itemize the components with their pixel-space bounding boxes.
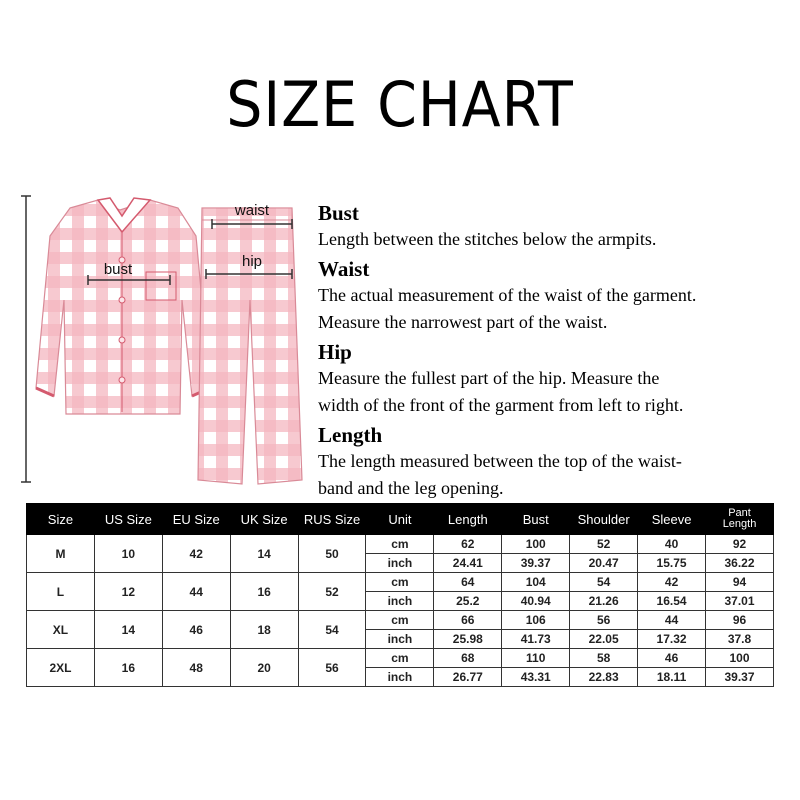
bust-label: bust <box>103 261 133 278</box>
table-row <box>27 649 774 668</box>
cell-sleeve: 16.54 <box>638 592 706 611</box>
pajama-illustration <box>0 180 320 490</box>
table-row <box>27 573 774 592</box>
cell-shoulder: 22.05 <box>570 630 638 649</box>
cell-unit: cm <box>366 611 434 630</box>
cell-bust: 106 <box>502 611 570 630</box>
cell-pant-length: 92 <box>706 535 774 554</box>
cell-sleeve: 17.32 <box>638 630 706 649</box>
cell-length: 25.98 <box>434 630 502 649</box>
waist-term: Waist <box>318 257 370 281</box>
cell-length: 62 <box>434 535 502 554</box>
header-size: Size <box>27 504 95 535</box>
cell-shoulder: 52 <box>570 535 638 554</box>
shirt <box>36 198 210 414</box>
cell-length: 24.41 <box>434 554 502 573</box>
size-table <box>26 503 774 687</box>
cell-pant-length: 36.22 <box>706 554 774 573</box>
cell-unit: inch <box>366 630 434 649</box>
cell-pant-length: 96 <box>706 611 774 630</box>
cell-bust: 110 <box>502 649 570 668</box>
cell-shoulder: 21.26 <box>570 592 638 611</box>
cell-uk: 16 <box>230 573 298 611</box>
cell-bust: 43.31 <box>502 668 570 687</box>
cell-size: L <box>27 573 95 611</box>
length-term: Length <box>318 423 383 447</box>
cell-sleeve: 18.11 <box>638 668 706 687</box>
cell-sleeve: 44 <box>638 611 706 630</box>
cell-unit: inch <box>366 554 434 573</box>
cell-pant-length: 94 <box>706 573 774 592</box>
cell-sleeve: 40 <box>638 535 706 554</box>
cell-size: XL <box>27 611 95 649</box>
cell-sleeve: 42 <box>638 573 706 592</box>
cell-uk: 18 <box>230 611 298 649</box>
header-shoulder: Shoulder <box>570 504 638 535</box>
bust-term: Bust <box>318 201 359 225</box>
cell-bust: 104 <box>502 573 570 592</box>
length-definition <box>318 448 798 502</box>
cell-length: 66 <box>434 611 502 630</box>
definition-line: band and the leg opening. <box>318 478 504 498</box>
cell-us: 12 <box>94 573 162 611</box>
cell-pant-length: 100 <box>706 649 774 668</box>
table-row <box>27 611 774 630</box>
cell-shoulder: 56 <box>570 611 638 630</box>
cell-unit: cm <box>366 649 434 668</box>
pants <box>198 208 302 484</box>
cell-pant-length: 37.8 <box>706 630 774 649</box>
cell-rus: 54 <box>298 611 366 649</box>
cell-eu: 48 <box>162 649 230 687</box>
cell-unit: cm <box>366 573 434 592</box>
cell-eu: 44 <box>162 573 230 611</box>
definition-line: Length between the stitches below the armpits. <box>318 229 657 249</box>
measurement-definitions <box>318 200 798 505</box>
waist-label: waist <box>234 202 270 219</box>
cell-bust: 41.73 <box>502 630 570 649</box>
header-rus-size: RUS Size <box>298 504 366 535</box>
cell-bust: 39.37 <box>502 554 570 573</box>
cell-size: 2XL <box>27 649 95 687</box>
cell-unit: inch <box>366 668 434 687</box>
table-header-row <box>27 504 774 535</box>
cell-length: 26.77 <box>434 668 502 687</box>
header-unit: Unit <box>366 504 434 535</box>
cell-uk: 20 <box>230 649 298 687</box>
cell-sleeve: 15.75 <box>638 554 706 573</box>
cell-rus: 52 <box>298 573 366 611</box>
definition-line: The actual measurement of the waist of the garment. <box>318 285 697 305</box>
header-eu-size: EU Size <box>162 504 230 535</box>
cell-length: 25.2 <box>434 592 502 611</box>
header-uk-size: UK Size <box>230 504 298 535</box>
cell-us: 10 <box>94 535 162 573</box>
definition-line: width of the front of the garment from left to right. <box>318 395 684 415</box>
hip-term: Hip <box>318 340 352 364</box>
cell-length: 64 <box>434 573 502 592</box>
definition-line: Measure the narrowest part of the waist. <box>318 312 608 332</box>
header-us-size: US Size <box>94 504 162 535</box>
definition-line: The length measured between the top of the waist- <box>318 451 682 471</box>
cell-shoulder: 22.83 <box>570 668 638 687</box>
table-row <box>27 535 774 554</box>
length-ruler <box>21 196 31 482</box>
definition-line: Measure the fullest part of the hip. Measure the <box>318 368 660 388</box>
cell-uk: 14 <box>230 535 298 573</box>
waist-definition <box>318 282 798 336</box>
cell-shoulder: 54 <box>570 573 638 592</box>
bust-definition <box>318 226 798 253</box>
cell-eu: 42 <box>162 535 230 573</box>
cell-unit: cm <box>366 535 434 554</box>
header-bust: Bust <box>502 504 570 535</box>
cell-eu: 46 <box>162 611 230 649</box>
header-sleeve: Sleeve <box>638 504 706 535</box>
cell-us: 16 <box>94 649 162 687</box>
page-title: SIZE CHART <box>226 68 574 141</box>
cell-bust: 40.94 <box>502 592 570 611</box>
hip-label: hip <box>241 253 263 270</box>
header-pant-length: Pant Length <box>706 504 774 535</box>
cell-size: M <box>27 535 95 573</box>
cell-length: 68 <box>434 649 502 668</box>
header-length: Length <box>434 504 502 535</box>
cell-sleeve: 46 <box>638 649 706 668</box>
cell-shoulder: 58 <box>570 649 638 668</box>
cell-us: 14 <box>94 611 162 649</box>
cell-unit: inch <box>366 592 434 611</box>
hip-definition <box>318 365 798 419</box>
cell-rus: 56 <box>298 649 366 687</box>
cell-bust: 100 <box>502 535 570 554</box>
cell-shoulder: 20.47 <box>570 554 638 573</box>
cell-rus: 50 <box>298 535 366 573</box>
cell-pant-length: 37.01 <box>706 592 774 611</box>
cell-pant-length: 39.37 <box>706 668 774 687</box>
